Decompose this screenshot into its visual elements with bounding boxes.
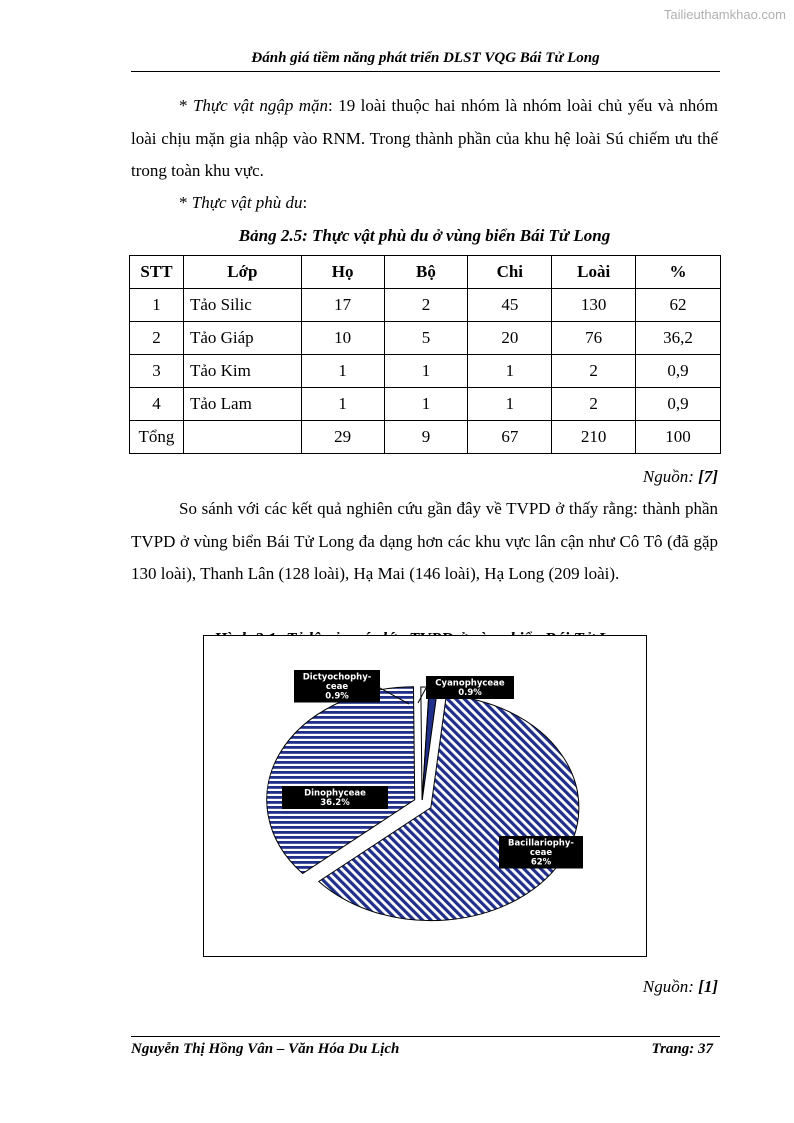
source-note-figure	[643, 977, 718, 997]
table-cell: 67	[468, 421, 552, 454]
table-header-cell: Họ	[301, 256, 384, 289]
table-cell: 2	[384, 289, 468, 322]
table-cell: 62	[636, 289, 721, 322]
para2-italic: Thực vật phù du	[191, 193, 303, 212]
pie-chart	[203, 635, 647, 957]
pie-label-text: 36.2%	[320, 798, 350, 808]
source-note-table	[643, 467, 718, 487]
table-cell: Tảo Kim	[183, 355, 301, 388]
table-cell: 100	[636, 421, 721, 454]
table-body	[130, 289, 721, 454]
para2-lead: *	[179, 193, 192, 212]
table-cell: Tảo Silic	[183, 289, 301, 322]
pie-label-text: 0.9%	[458, 688, 482, 698]
table-cell: 36,2	[636, 322, 721, 355]
table-cell: 1	[301, 355, 384, 388]
table-cell: 210	[552, 421, 636, 454]
table-cell: 2	[130, 322, 184, 355]
table-cell: 45	[468, 289, 552, 322]
para1-italic: Thực vật ngập mặn	[192, 96, 329, 115]
table-cell: 1	[384, 355, 468, 388]
page-header: Đánh giá tiềm năng phát triển DLST VQG Bái Tử Long	[251, 50, 600, 66]
table-cell: Tảo Giáp	[183, 322, 301, 355]
table-cell: 0,9	[636, 355, 721, 388]
table-cell: 1	[384, 388, 468, 421]
table-header-cell: Chi	[468, 256, 552, 289]
pie-label-dinophyceae	[282, 786, 388, 809]
header-rule	[131, 71, 720, 72]
table-row	[130, 322, 721, 355]
table-cell: 1	[468, 355, 552, 388]
pie-label-text: Dictyochophy-	[302, 672, 372, 683]
pie-label-text: Dinophyceae	[304, 788, 366, 799]
table-header-cell: Lớp	[183, 256, 301, 289]
plankton-table	[129, 255, 721, 454]
pie-label-text: 62%	[530, 857, 552, 868]
footer-author: Nguyễn Thị Hồng Vân – Văn Hóa Du Lịch	[131, 1041, 400, 1057]
pie-label-text: 0.9%	[325, 691, 349, 702]
para1-lead: *	[179, 96, 193, 115]
table-row	[130, 355, 721, 388]
table-cell: 130	[552, 289, 636, 322]
table-cell: 1	[301, 388, 384, 421]
table-cell: 1	[468, 388, 552, 421]
table-cell: 9	[384, 421, 468, 454]
source-label: Nguồn:	[642, 977, 699, 996]
watermark: Tailieuthamkhao.com	[663, 7, 786, 22]
table-cell: 4	[130, 388, 184, 421]
paragraph-comparison	[131, 493, 718, 591]
table-cell: 17	[301, 289, 384, 322]
table-cell: 0,9	[636, 388, 721, 421]
table-header-cell: STT	[130, 256, 184, 289]
table-row	[130, 421, 721, 454]
page-number: Trang: 37	[651, 1041, 713, 1057]
paragraph-mangrove	[131, 90, 718, 188]
table-cell: 10	[301, 322, 384, 355]
table-header-cell: Loài	[552, 256, 636, 289]
pie-label-text: Bacillariophy-	[508, 838, 574, 849]
table-cell: 76	[552, 322, 636, 355]
para3-text: So sánh với các kết quả nghiên cứu gần đây về TVPD ở thấy rằng: thành phần TVPD ở vùng biển Bái Tử Long đa dạng hơn các khu vực lân cận như Cô Tô (đã gặp 130 loài), Thanh Lân (128 loài), Hạ Mai (146 loài), Hạ Long (209 loài).	[131, 499, 718, 583]
pie-label-text: ceae	[529, 848, 553, 858]
page-footer	[131, 1041, 713, 1058]
table-cell: 2	[552, 355, 636, 388]
table-header-cell: Bộ	[384, 256, 468, 289]
table-row	[130, 289, 721, 322]
footer-rule	[131, 1036, 720, 1037]
table-caption: Bảng 2.5: Thực vật phù du ở vùng biển Bái Tử Long	[238, 226, 611, 245]
source-ref: [7]	[698, 467, 718, 486]
para1-rest: : 19 loài thuộc hai nhóm là nhóm loài chủ yếu và nhóm loài chịu mặn gia nhập vào RNM. Trong thành phần của khu hệ loài Sú chiếm ưu thế trong toàn khu vực.	[131, 96, 718, 180]
pie-label-text: ceae	[325, 682, 349, 692]
table-cell: 2	[552, 388, 636, 421]
pie-label-bacillariophyceae	[499, 836, 583, 869]
pie-label-text: Cyanophyceae	[435, 678, 505, 689]
table-cell: Tổng	[130, 421, 184, 454]
source-ref: [1]	[698, 977, 718, 996]
source-label: Nguồn:	[642, 467, 699, 486]
table-cell: 20	[468, 322, 552, 355]
pie-label-dictyochophyceae	[294, 670, 380, 703]
table-cell	[183, 421, 301, 454]
table-header-row	[130, 256, 721, 289]
para2-rest: :	[302, 193, 308, 212]
pie-label-cyanophyceae	[426, 676, 514, 699]
table-cell: 29	[301, 421, 384, 454]
table-cell: 5	[384, 322, 468, 355]
table-cell: 3	[130, 355, 184, 388]
table-row	[130, 388, 721, 421]
table-cell: Tảo Lam	[183, 388, 301, 421]
pie-chart-svg	[204, 636, 646, 956]
paragraph-plankton	[131, 187, 718, 220]
table-cell: 1	[130, 289, 184, 322]
table-header-cell: %	[636, 256, 721, 289]
